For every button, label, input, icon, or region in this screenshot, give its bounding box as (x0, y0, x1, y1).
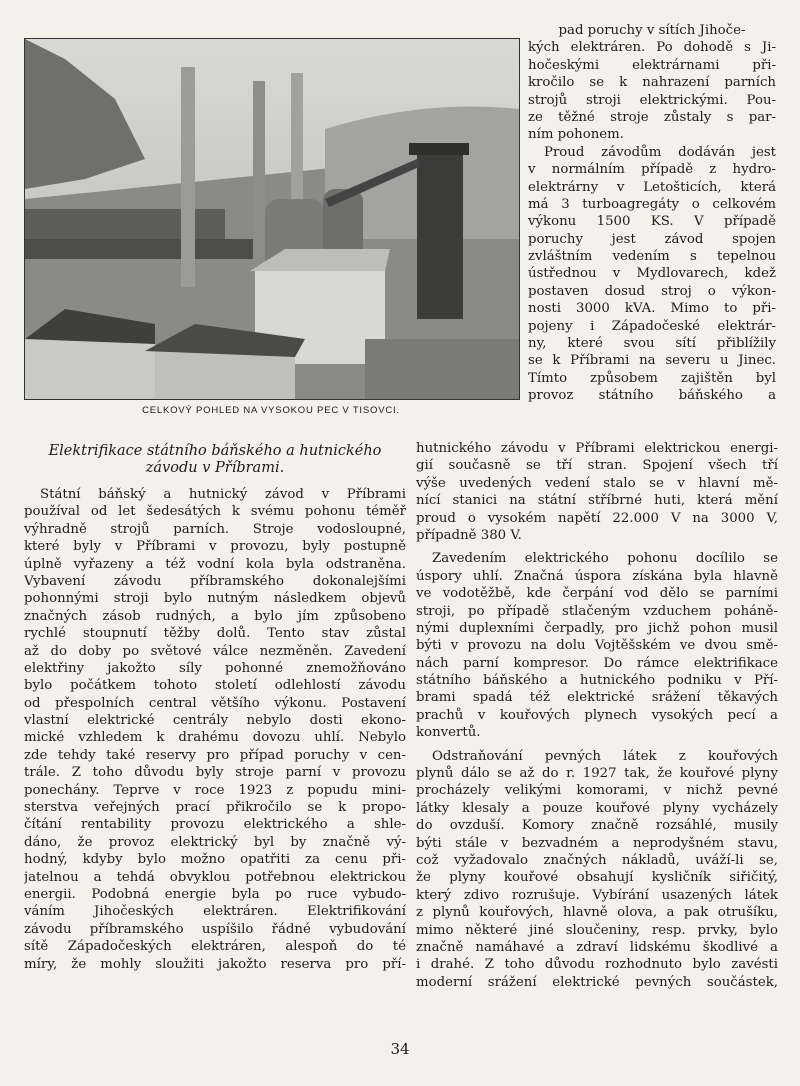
text-line: že plyny kouřové obsahují kysličník siřičitý, (416, 870, 778, 886)
heading-line: závodu v Příbrami. (145, 460, 285, 476)
text-line: výhradně strojů parních. Stroje vodosloupné, (24, 521, 406, 537)
text-line: Proud závodům dodáván jest (544, 144, 776, 160)
text-line: závodu příbramského uspíšilo řádné vybudování (24, 921, 406, 937)
text-line: procházely velikými komorami, v nichž pevné (416, 783, 778, 799)
text-line: Vybavení závodu příbramského dokonalejšími (24, 573, 406, 589)
text-line: postaven dosud stroj o výkon- (528, 283, 776, 299)
text-line: hočeskými elektrárnami při- (528, 57, 776, 73)
text-line: ním pohonem. (528, 127, 625, 143)
text-line: hutnického závodu v Příbrami elektrickou energi- (416, 441, 778, 456)
text-line: úspory uhlí. Značná úspora získána byla hlavně (416, 568, 778, 584)
text-line: býti v provozu na dolu Vojtěšském ve dvou smě- (416, 638, 778, 654)
text-line: býti stále v bezvadném a neprodyšném stavu, (416, 835, 778, 851)
text-line: nící stanici na státní stříbrné huti, která mění (416, 493, 778, 509)
text-line: míry, že mohly sloužiti jakožto reserva pro pří- (24, 956, 406, 972)
text-line: používal od let šedesátých k svému pohonu téměř (24, 504, 406, 520)
text-line: elektřiny jakožto síly pohonné znemožňováno (24, 660, 406, 676)
text-line: úplně vyřazeny a též vodní kola byla odstraněna. (24, 556, 406, 572)
text-line: Státní báňský a hutnický závod v Příbrami (40, 487, 406, 502)
heading-line: Elektrifikace státního báňského a hutnického (48, 443, 382, 459)
text-line: zvláštním vedením s tepelnou (528, 249, 776, 265)
text-line: až do doby po světové válce nezměněn. Zavedení (24, 643, 406, 659)
text-line: provoz státního báňského a (528, 388, 776, 404)
text-line: v normálním případě z hydro- (528, 162, 776, 178)
text-line: výše uvedených vedení stalo se v hlavní mě- (416, 475, 778, 491)
text-line: prachů v kouřových plynech vysokých pecí a (416, 707, 778, 723)
text-line: elektrárny v Letošticích, která (528, 179, 776, 195)
article-heading (24, 441, 406, 476)
text-line: konvertů. (416, 725, 481, 741)
text-line: bylo počátkem tohoto století odlehlostí závodu (24, 678, 406, 694)
text-line: váním Jihočeských elektráren. Elektrifikování (24, 904, 406, 920)
text-line: brami spadá též elektrické srážení těkavých (416, 690, 778, 706)
text-line: do ovzduší. Komory značně rozsáhlé, musily (416, 818, 778, 834)
text-line: energii. Podobná energie byla po ruce vybudo- (24, 886, 406, 902)
text-line: Zavedením elektrického pohonu docílilo se (432, 551, 778, 567)
text-line: nými duplexními čerpadly, pro jichž pohon musil (416, 620, 778, 636)
text-line: trále. Z toho důvodu byly stroje parní v provozu (24, 765, 406, 781)
text-line: ny, které svou sítí přiblížily (528, 336, 776, 352)
text-line: kročilo se k nahrazení parních (528, 75, 776, 91)
text-line: pad poruchy v sítích Jihoče- (558, 23, 746, 38)
text-line: což vyžadovalo značných nákladů, uváží-li se, (416, 852, 778, 868)
text-line: má 3 turboagregáty o celkovém (528, 196, 776, 212)
text-line: ponechány. Teprve v roce 1923 z popudu mini- (24, 782, 406, 798)
text-line: proud o vysokém napětí 22.000 V na 3000 V, (416, 510, 778, 526)
text-line: ústřednou v Mydlovarech, kdež (528, 266, 776, 282)
text-line: výkonu 1500 KS. V případě (528, 214, 776, 230)
figure-caption: CELKOVÝ POHLED NA VYSOKOU PEC V TISOVCI. (142, 405, 400, 416)
text-line: kých elektráren. Po dohodě s Ji- (528, 40, 776, 56)
text-line: strojů stroji elektrickými. Pou- (528, 92, 776, 108)
text-line: rychlé stoupnutí těžby dolů. Tento stav zůstal (24, 626, 406, 642)
text-line: látky klesaly a pouze kouřové plyny vycházely (416, 800, 778, 816)
text-line: moderní srážení elektrické pevných součástek, (416, 974, 778, 990)
left-column (24, 486, 406, 973)
text-line: nosti 3000 kVA. Mimo to při- (528, 301, 776, 317)
text-line: čítání rentability provozu elektrického a shle- (24, 817, 406, 833)
text-line: mimo některé jiné sloučeniny, resp. prvky, bylo (416, 922, 778, 938)
text-line: sítě Západočeských elektráren, alespoň do té (24, 939, 406, 955)
page-number: 34 (390, 1040, 410, 1058)
text-line: gií současně se tří stran. Spojení všech tří (416, 458, 778, 474)
text-line: ze těžné stroje zůstaly s par- (528, 109, 776, 125)
text-line: zde tehdy také reservy pro případ poruchy v cen- (24, 747, 406, 763)
text-line: které byly v Příbrami v provozu, byly postupně (24, 539, 406, 555)
text-line: pojeny i Západočeské elektrár- (528, 318, 776, 334)
text-line: případně 380 V. (416, 527, 522, 543)
text-line: Odstraňování pevných látek z kouřových (432, 748, 778, 764)
text-line: značných zásob rudných, a bylo jím způsobeno (24, 608, 406, 624)
right-column-bottom (416, 440, 778, 991)
text-line: poruchy jest závod spojen (528, 231, 776, 247)
text-line: stroji, po případě stlačeným vzduchem poháně- (416, 603, 778, 619)
text-line: ve vodotěžbě, kde čerpání vod dělo se parními (416, 586, 778, 602)
text-line: plynů dálo se až do r. 1927 tak, že kouřové plyny (416, 766, 778, 782)
text-line: značně namáhavé a zdraví lidskému škodlivé a (416, 939, 778, 955)
text-line: sterstva veřejných prací přikročilo se k propo- (24, 800, 406, 816)
text-line: jatelnou a tehdá obvyklou potřebnou elektrickou (24, 869, 406, 885)
text-line: pohonnými stroji bylo nutným následkem objevů (24, 591, 406, 607)
text-line: státního báňského a hutnického podniku v Pří- (416, 673, 778, 689)
text-line: i drahé. Z toho důvodu rozhodnuto bylo zavésti (416, 957, 778, 973)
text-line: vlastní elektrické centrály nebylo dosti ekono- (24, 713, 406, 729)
text-line: nách parní kompresor. Do rámce elektrifikace (416, 655, 778, 671)
text-line: který zdivo rozrušuje. Vybírání usazených látek (416, 887, 778, 903)
text-line: z plynů kouřových, hlavně olova, a pak otrušíku, (416, 905, 778, 921)
text-line: Tímto způsobem zajištěn byl (528, 370, 776, 386)
text-line: mické vzhledem k drahému dovozu uhlí. Nebylo (24, 730, 406, 746)
photo-illustration (25, 39, 519, 399)
text-line: se k Příbrami na severu u Jinec. (528, 353, 776, 369)
text-line: hodný, kdyby bylo možno opatřiti za cenu při- (24, 852, 406, 868)
right-column-top (528, 22, 776, 405)
blast-furnace-photo (24, 38, 520, 400)
text-line: dáno, že provoz elektrický byl by značně vý- (24, 834, 406, 850)
text-line: od přespolních central většího výkonu. Postavení (24, 695, 406, 711)
